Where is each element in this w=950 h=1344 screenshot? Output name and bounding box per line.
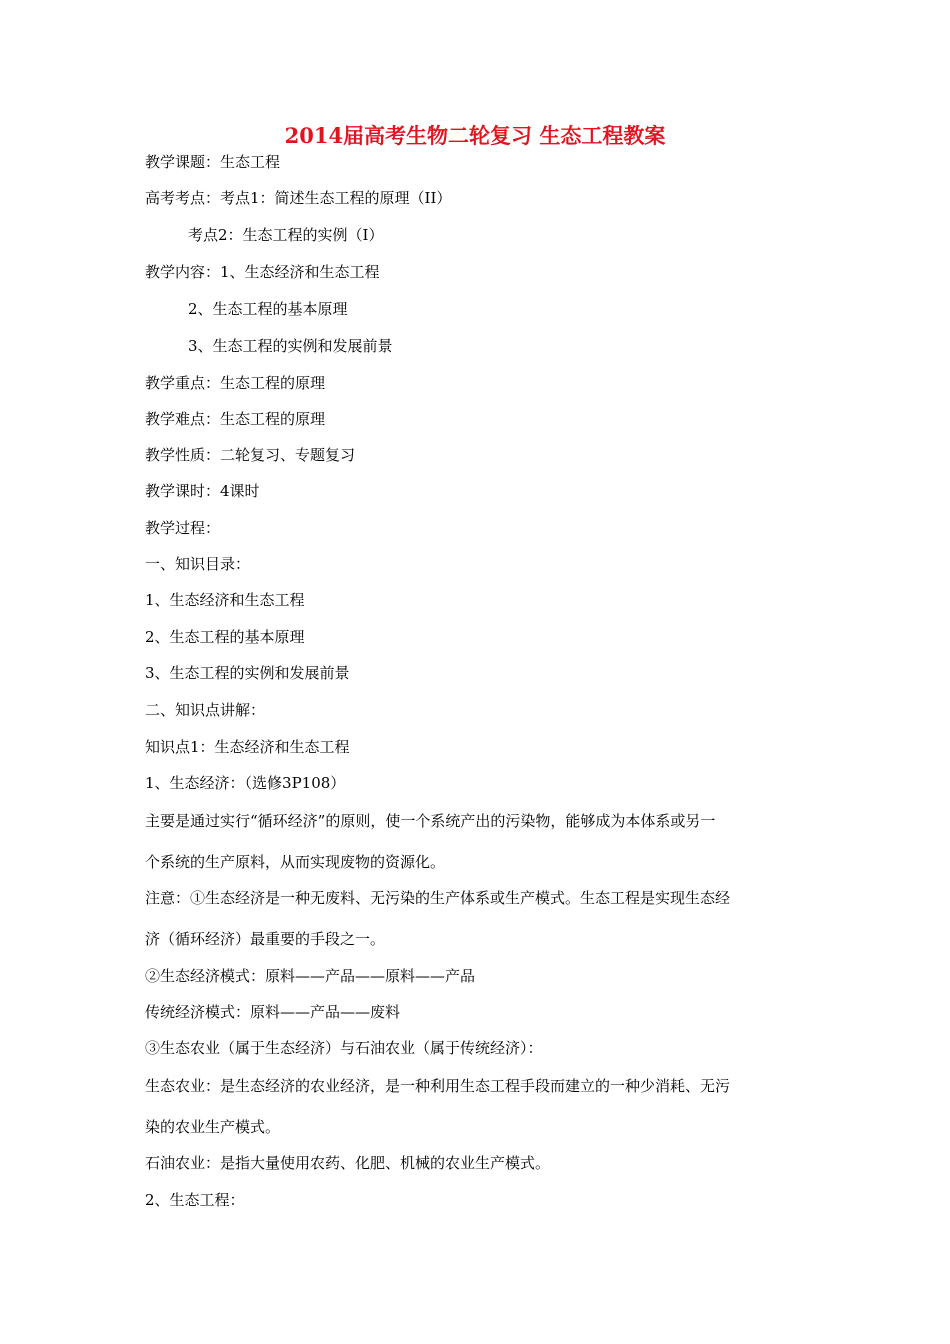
text-line: 个系统的生产原料，从而实现废物的资源化。 xyxy=(145,853,446,871)
text-line: 主要是通过实行“循环经济”的原则，使一个系统产出的污染物，能够成为本体系或另一 xyxy=(145,812,716,830)
text-line: 教学内容：1、生态经济和生态工程 xyxy=(145,263,380,281)
text-line: 二、知识点讲解： xyxy=(145,701,266,719)
text-line: 教学重点：生态工程的原理 xyxy=(145,374,326,392)
text-line: 2、生态工程的基本原理 xyxy=(145,628,305,646)
text-line: 高考考点：考点1：简述生态工程的原理（II） xyxy=(145,189,452,207)
text-line: ②生态经济模式：原料——产品——原料——产品 xyxy=(145,967,476,985)
text-line: 1、生态经济：（选修3P108） xyxy=(145,774,346,792)
text-line: 济（循环经济）最重要的手段之一。 xyxy=(145,930,386,948)
text-line: ③生态农业（属于生态经济）与石油农业（属于传统经济）： xyxy=(145,1039,543,1057)
text-line: 1、生态经济和生态工程 xyxy=(145,591,305,609)
text-line: 3、生态工程的实例和发展前景 xyxy=(145,664,350,682)
text-line: 一、知识目录： xyxy=(145,555,251,573)
text-line: 染的农业生产模式。 xyxy=(145,1118,281,1136)
text-line: 教学难点：生态工程的原理 xyxy=(145,410,326,428)
text-line: 教学课时：4课时 xyxy=(145,482,260,500)
document-title: 2014届高考生物二轮复习 生态工程教案 xyxy=(284,123,666,148)
text-line: 生态农业：是生态经济的农业经济，是一种利用生态工程手段而建立的一种少消耗、无污 xyxy=(145,1077,731,1095)
text-line: 注意：①生态经济是一种无废料、无污染的生产体系或生产模式。生态工程是实现生态经 xyxy=(145,889,731,907)
text-line: 2、生态工程： xyxy=(145,1191,245,1209)
text-line: 教学课题：生态工程 xyxy=(145,153,281,171)
text-line: 教学过程： xyxy=(145,519,221,537)
text-line: 2、生态工程的基本原理 xyxy=(188,300,348,318)
text-line: 考点2：生态工程的实例（I） xyxy=(188,226,384,244)
text-line: 教学性质：二轮复习、专题复习 xyxy=(145,446,356,464)
text-line: 传统经济模式：原料——产品——废料 xyxy=(145,1003,401,1021)
text-line: 石油农业：是指大量使用农药、化肥、机械的农业生产模式。 xyxy=(145,1154,551,1172)
text-line: 3、生态工程的实例和发展前景 xyxy=(188,337,393,355)
text-line: 知识点1：生态经济和生态工程 xyxy=(145,738,350,756)
